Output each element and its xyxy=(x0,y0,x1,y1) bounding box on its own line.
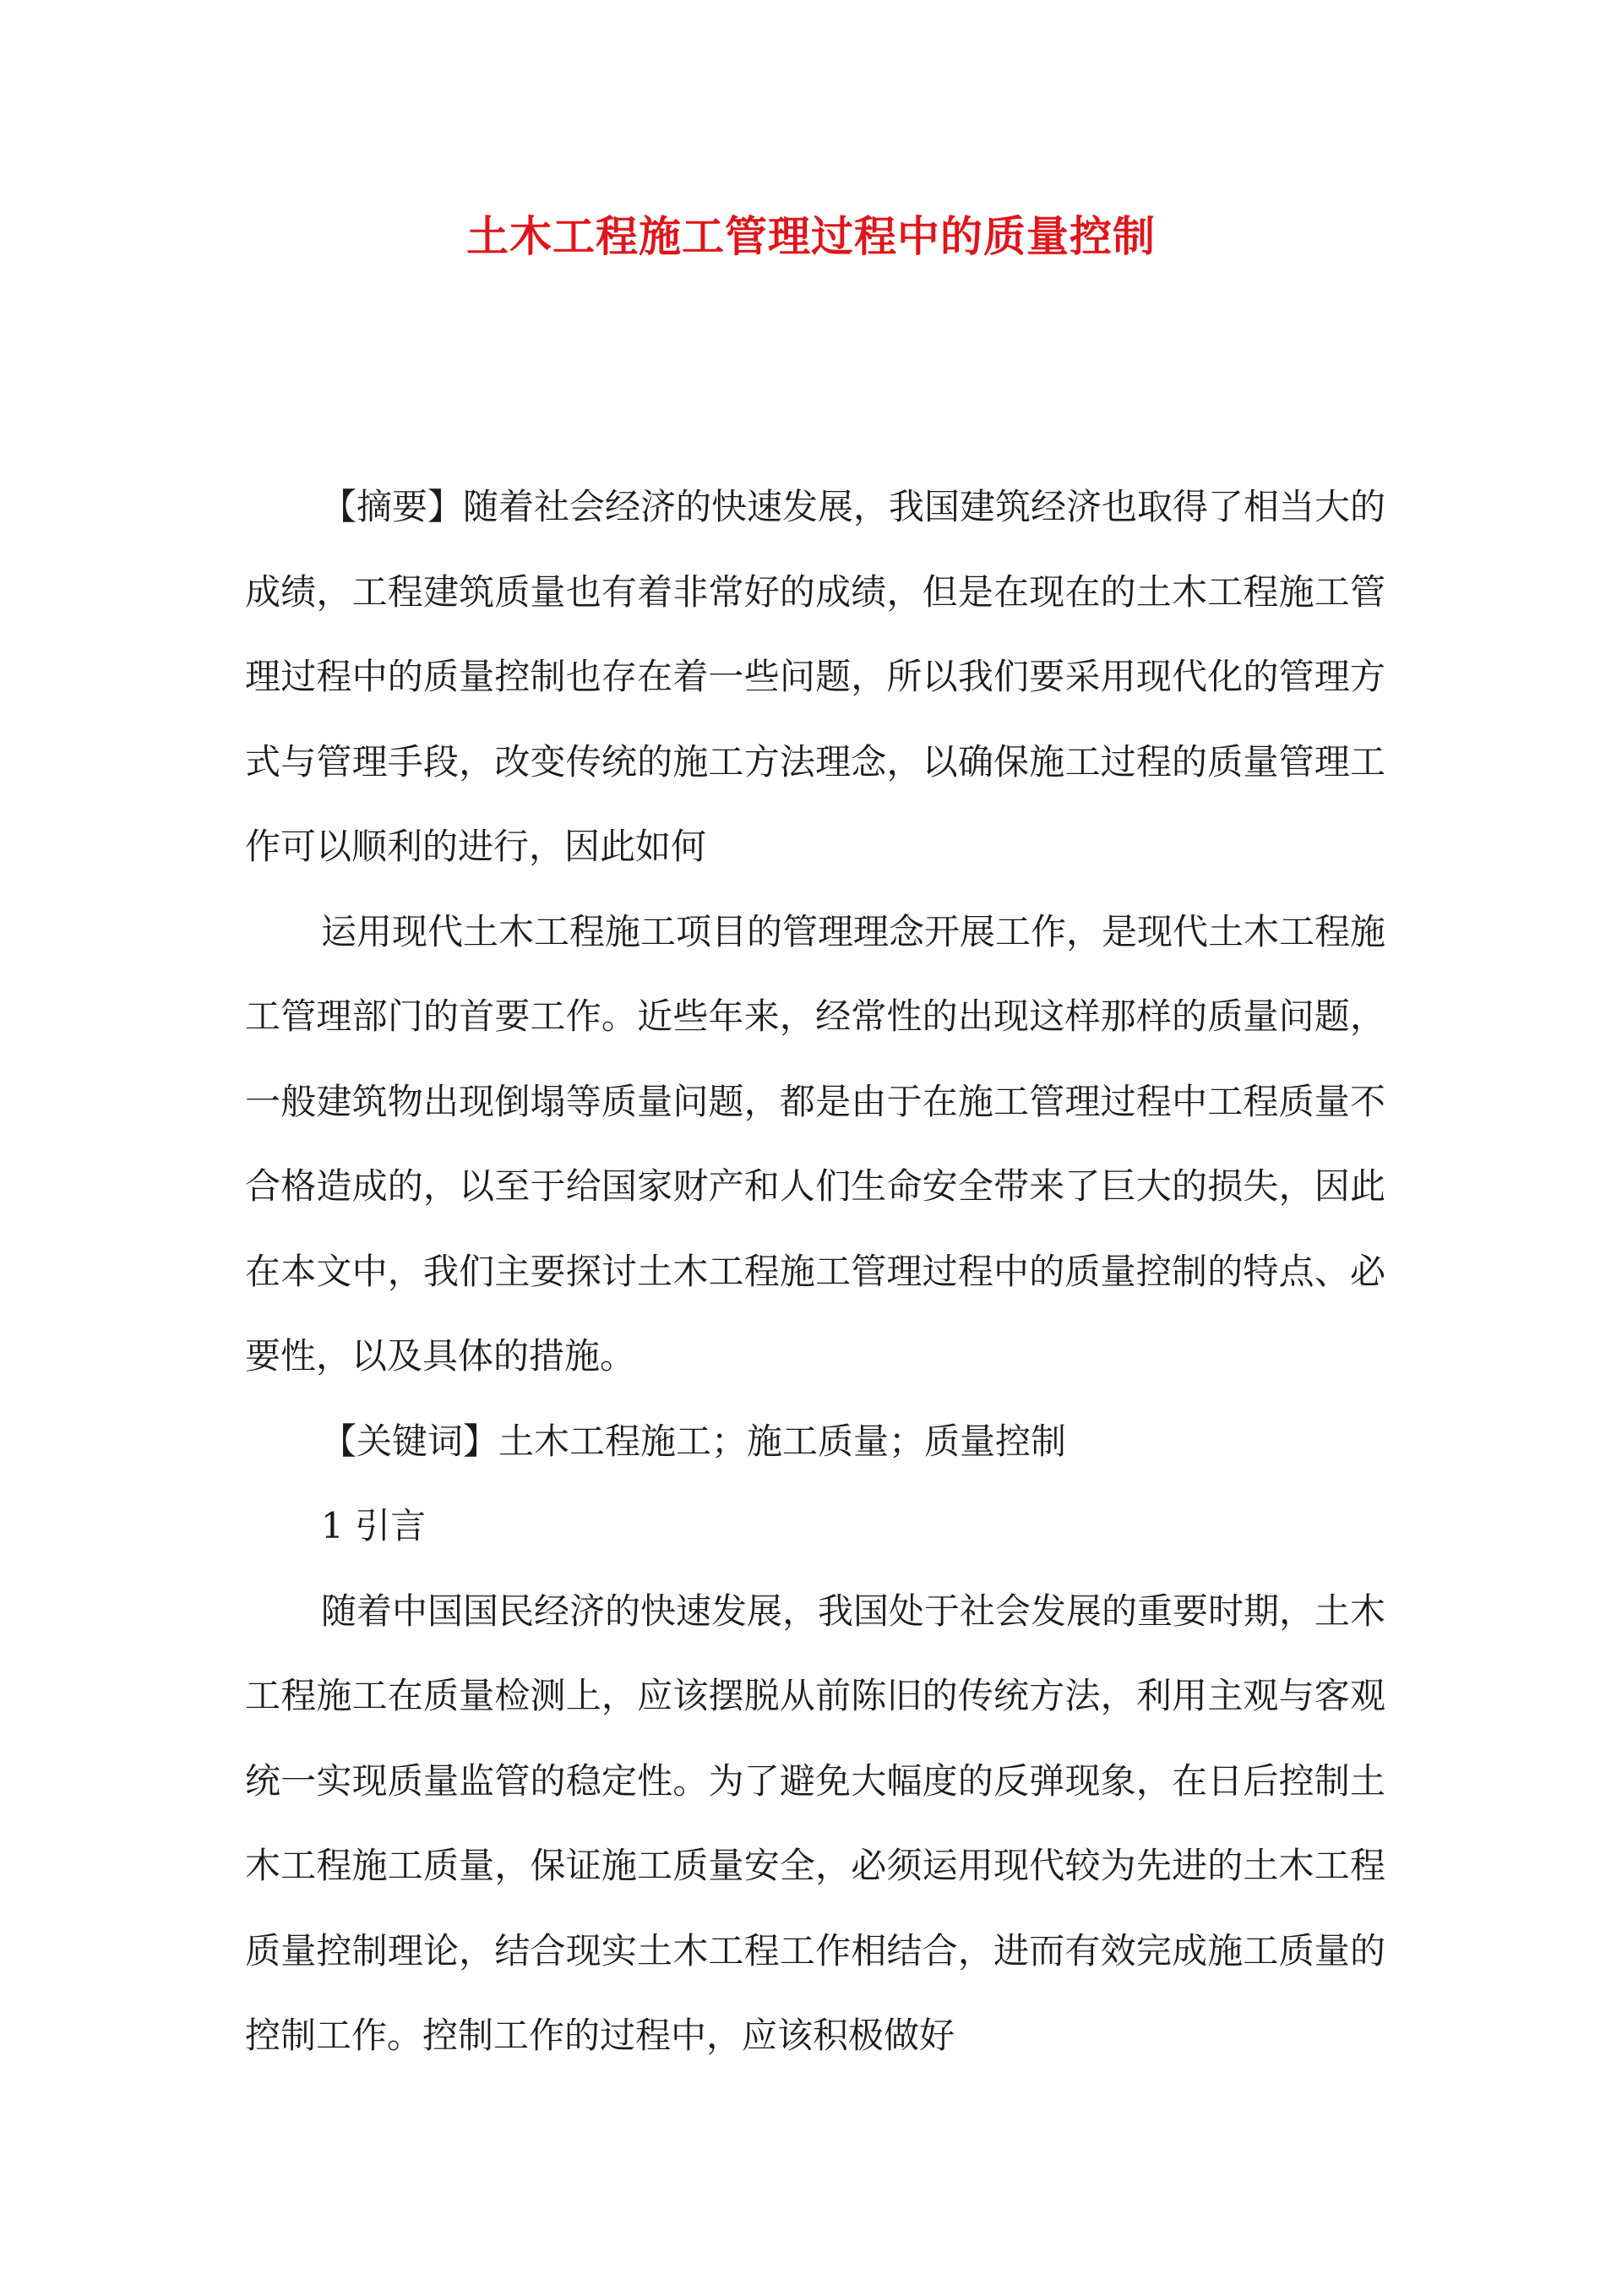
keywords-line: 【关键词】土木工程施工；施工质量；质量控制 xyxy=(321,1420,1067,1462)
introduction-paragraph: 随着中国国民经济的快速发展，我国处于社会发展的重要时期，土木工程施工在质量检测上，应该摆脱从前陈旧的传统方法，利用主观与客观统一实现质量监管的稳定性。为了避免大幅度的反弹现象，在日后控制土木工程施工质量，保证施工质量安全，必须运用现代较为先进的土木工程质量控制理论，结合现实土木工程工作相结合，进而有效完成施工质量的控制工作。控制工作的过程中，应该积极做好 xyxy=(245,1590,1386,2056)
document-title: 土木工程施工管理过程中的质量控制 xyxy=(466,211,1156,261)
section-heading: 1 引言 xyxy=(321,1505,427,1546)
document-body xyxy=(245,465,1385,2079)
abstract-paragraph: 【摘要】随着社会经济的快速发展，我国建筑经济也取得了相当大的成绩，工程建筑质量也有着非常好的成绩，但是在现在的土木工程施工管理过程中的质量控制也存在着一些问题，所以我们要采用现代化的管理方式与管理手段，改变传统的施工方法理念，以确保施工过程的质量管理工作可以顺利的进行，因此如何 xyxy=(245,486,1386,867)
abstract-continuation-paragraph: 运用现代土木工程施工项目的管理理念开展工作，是现代土木工程施工管理部门的首要工作。近些年来，经常性的出现这样那样的质量问题，一般建筑物出现倒塌等质量问题，都是由于在施工管理过程中工程质量不合格造成的，以至于给国家财产和人们生命安全带来了巨大的损失，因此在本文中，我们主要探讨土木工程施工管理过程中的质量控制的特点、必要性，以及具体的措施。 xyxy=(245,910,1386,1377)
